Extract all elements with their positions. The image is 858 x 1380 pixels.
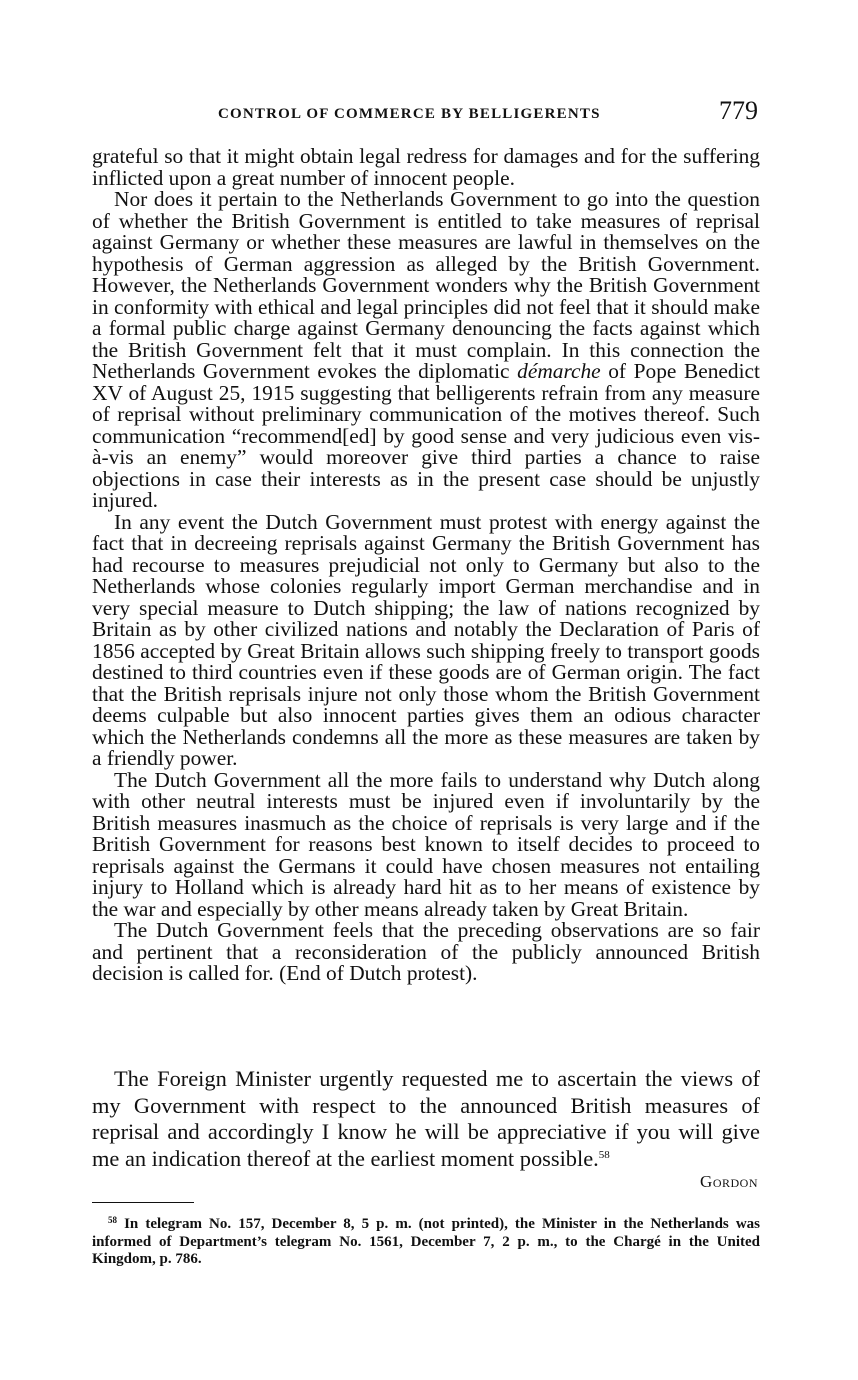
footnote-text: In telegram No. 157, December 8, 5 p. m. (not printed), the Minister in the Netherlands was informed of Department’s telegram No. 1561, December 7, 2 p. m., to the Chargé in the United Kingdom, p. 786.	[92, 1216, 760, 1267]
paragraph-5: The Dutch Government feels that the preceding observations are so fair and pertinent that a reconsideration of the publicly announced British decision is called for. (End of Dutch protest).	[92, 918, 760, 985]
running-head: CONTROL OF COMMERCE BY BELLIGERENTS	[218, 106, 601, 122]
closing-text: The Foreign Minister urgently requested me to ascertain the views of my Government with respect to the announced British measures of reprisal and accordingly I know he will be appreciative if you will give me an indication thereof at the earliest moment possible.	[92, 1066, 760, 1171]
footnote-divider	[92, 1202, 194, 1203]
page-number: 779	[719, 96, 758, 125]
demarche-term: démarche	[517, 359, 601, 383]
footnote-marker: 58	[108, 1215, 117, 1225]
paragraph-4: The Dutch Government all the more fails to understand why Dutch along with other neutral interests must be injured even if involuntarily by the British measures inasmuch as the choice of reprisals is very large and if the British Government for reasons best known to itself decides to proceed to reprisals against the Germans it could have chosen measures not entailing injury to Holland which is already hard hit as to her means of existence by the war and especially by other means already taken by Great Britain.	[92, 767, 760, 921]
paragraph-1: grateful so that it might obtain legal redress for damages and for the suffering inflicted upon a great number of innocent people.	[92, 144, 760, 190]
paragraph-2-part-a: Nor does it pertain to the Netherlands Government to go into the question of whether the British Government is entitled to take measures of reprisal against Germany or whether these measures are lawful in themselves on the hypothesis of German aggression as alleged by the British Government. However, the Netherlands Government wonders why the British Government in conformity with ethical and legal principles did not feel that it should make a formal public charge against Germany denouncing the facts against which the British Government felt that it must complain. In this connection the Netherlands Government evokes the diplomatic	[92, 187, 760, 383]
paragraph-2	[92, 189, 760, 512]
paragraph-3: In any event the Dutch Government must protest with energy against the fact that in decreeing reprisals against Germany the British Government has had recourse to measures prejudicial not only to Germany but also to the Netherlands whose colonies regularly import German merchandise and in very special measure to Dutch shipping; the law of nations recognized by Britain as by other civilized nations and notably the Declaration of Paris of 1856 accepted by Great Britain allows such shipping freely to transport goods destined to third countries even if these goods are of German origin. The fact that the British reprisals injure not only those whom the British Government deems culpable but also innocent parties gives them an odious character which the Netherlands condemns all the more as these measures are taken by a friendly power.	[92, 509, 760, 770]
body-text	[92, 146, 760, 985]
footnote-reference: 58	[598, 1148, 610, 1161]
closing-paragraph	[92, 1066, 760, 1172]
page-header	[92, 96, 760, 130]
footnote	[92, 1216, 760, 1269]
signature: Gordon	[700, 1172, 758, 1191]
paragraph-2-part-b: of Pope Benedict XV of August 25, 1915 suggesting that belligerents refrain from any measure of reprisal without preliminary communication of the motives thereof. Such communication “recommend[ed] by good sense and very judicious even vis-à-vis an enemy” would moreover give third parties a chance to raise objections in case their interests as in the present case should be unjustly injured.	[92, 359, 760, 512]
